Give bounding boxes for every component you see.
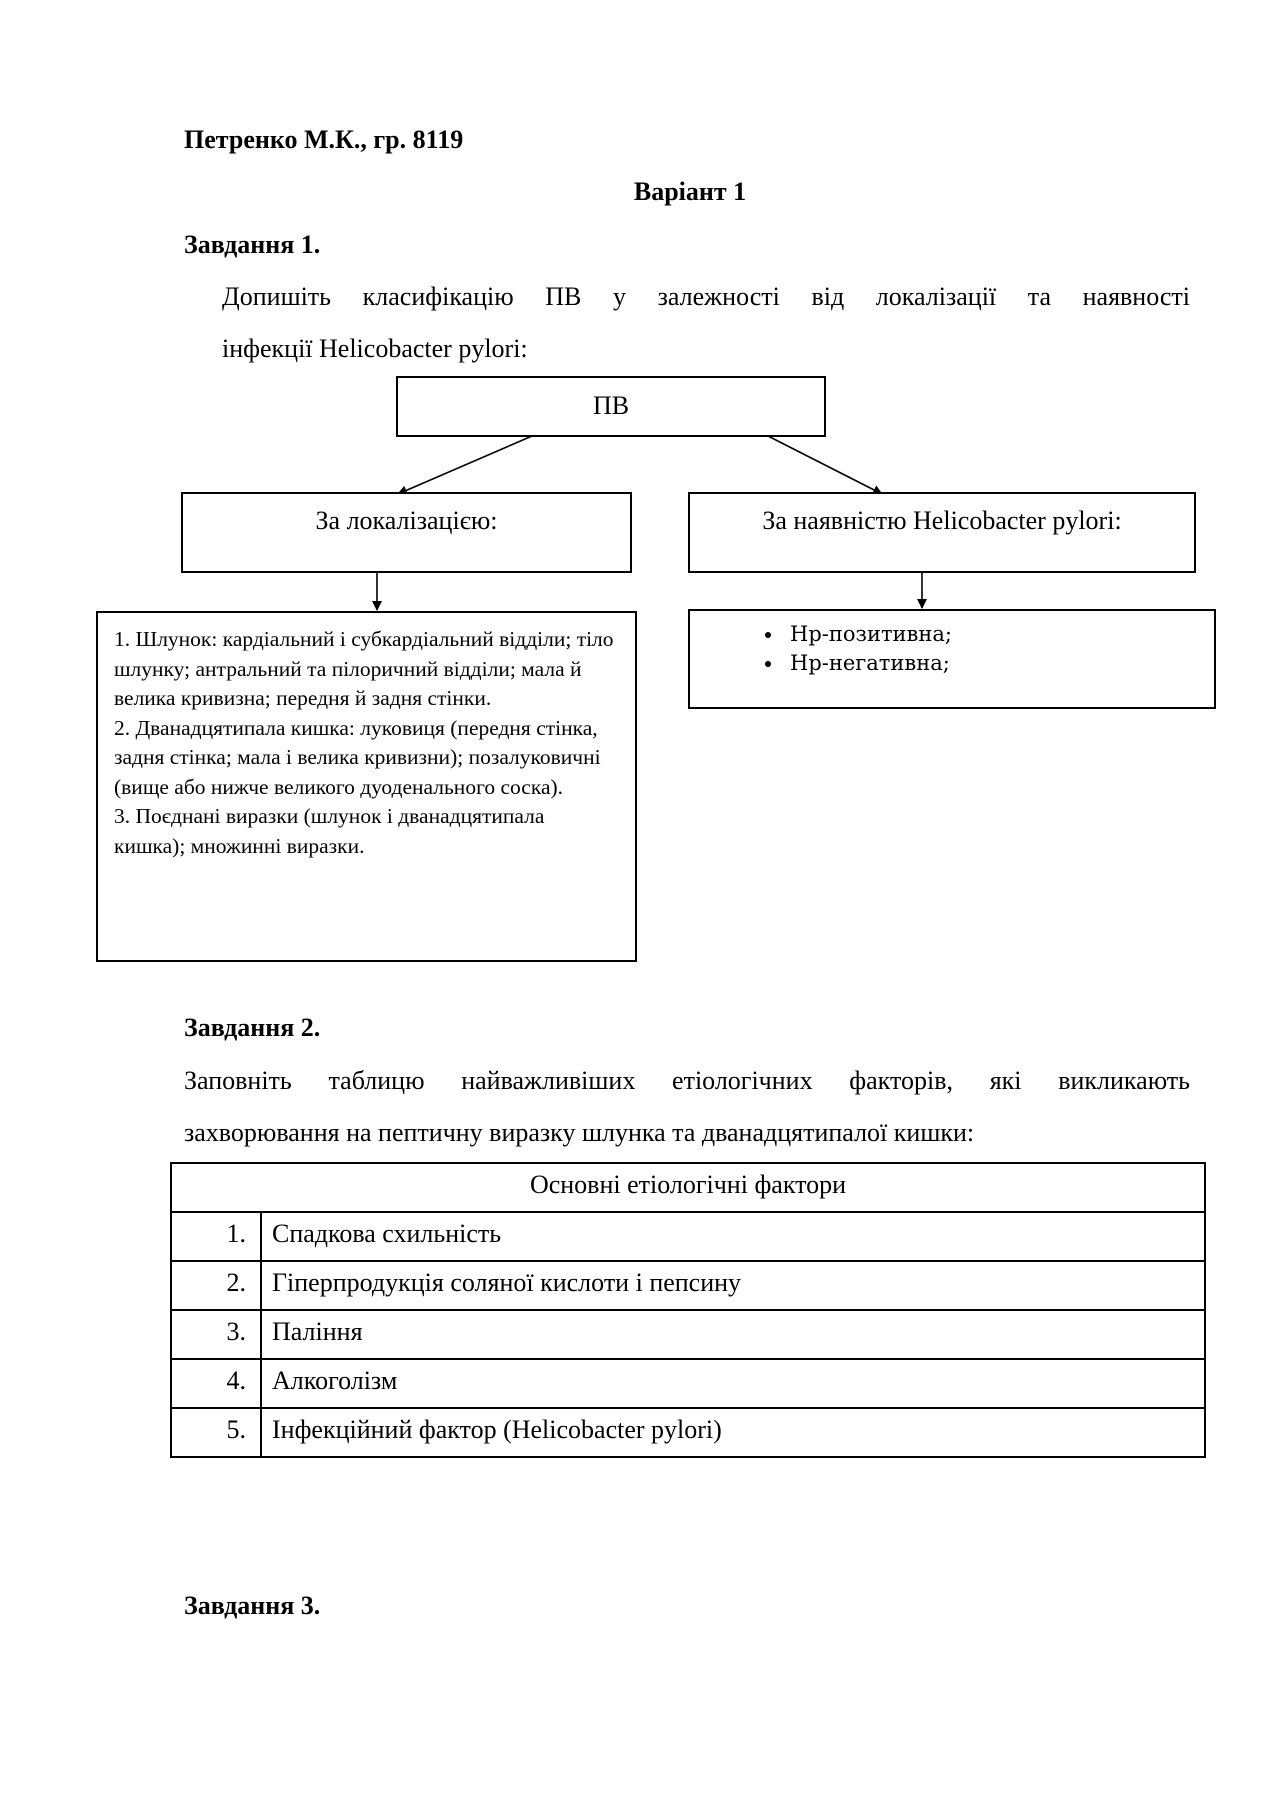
row-text: Інфекційний фактор (Helicobacter pylori) — [261, 1408, 1205, 1457]
diagram-hp-label: За наявністю Helicobacter pylori: — [762, 506, 1122, 535]
arrow-to-localization — [398, 436, 532, 494]
row-text: Паління — [261, 1310, 1205, 1359]
task1-instruction-line2: інфекції Helicobacter pylori: — [222, 334, 528, 363]
table-header: Основні етіологічні фактори — [171, 1163, 1205, 1212]
diagram-localization-box — [181, 492, 632, 573]
task2-title: Завдання 2. — [184, 1013, 321, 1042]
arrow-to-hp — [768, 436, 882, 494]
table-row — [171, 1310, 1205, 1359]
table-row — [171, 1359, 1205, 1408]
localization-list-box — [96, 611, 637, 962]
localization-item: 1. Шлунок: кардіальний і субкардіальний відділи; тіло шлунку; антральний та пілоричний відділи; мала й велика кривизна; передня й задня стінки. — [114, 627, 614, 710]
row-number: 3. — [171, 1310, 261, 1359]
table-header-row — [171, 1163, 1205, 1212]
row-number: 5. — [171, 1408, 261, 1457]
row-text: Алкоголізм — [261, 1359, 1205, 1408]
author-line: Петренко М.К., гр. 8119 — [184, 125, 464, 154]
row-text: Гіперпродукція соляної кислоти і пепсину — [261, 1261, 1205, 1310]
row-number: 1. — [171, 1212, 261, 1261]
row-text: Спадкова схильність — [261, 1212, 1205, 1261]
task2-instruction-line2: захворювання на пептичну виразку шлунка та дванадцятипалої кишки: — [184, 1118, 975, 1147]
hp-list-box — [688, 609, 1216, 709]
diagram-hp-box — [688, 492, 1196, 573]
diagram-root-label: ПВ — [592, 391, 630, 420]
row-number: 2. — [171, 1261, 261, 1310]
etiology-table — [170, 1162, 1206, 1458]
row-number: 4. — [171, 1359, 261, 1408]
diagram-localization-label: За локалізацією: — [315, 506, 498, 535]
table-row — [171, 1261, 1205, 1310]
localization-item: 2. Дванадцятипала кишка: луковиця (передня стінка, задня стінка; мала і велика кривизни); позалуковичні (вище або нижче великого дуоденального соска). — [114, 715, 601, 799]
variant-title: Варіант 1 — [633, 177, 747, 206]
task2-instruction-line1: Заповніть таблицю найважливіших етіологічних факторів, які викликають — [184, 1066, 1190, 1095]
hp-item-positive: • Нр-позитивна; — [784, 620, 1214, 649]
task3-title: Завдання 3. — [184, 1591, 321, 1620]
hp-item-negative: • Нр-негативна; — [784, 649, 1214, 678]
table-row — [171, 1212, 1205, 1261]
hp-list — [690, 620, 1214, 678]
localization-item: 3. Поєднані виразки (шлунок і дванадцятипала кишка); множинні виразки. — [114, 804, 545, 858]
localization-list — [114, 625, 621, 861]
task1-title: Завдання 1. — [184, 230, 321, 259]
task1-instruction-line1: Допишіть класифікацію ПВ у залежності від локалізації та наявності — [222, 282, 1190, 311]
table-row — [171, 1408, 1205, 1457]
diagram-root-box — [396, 376, 826, 437]
